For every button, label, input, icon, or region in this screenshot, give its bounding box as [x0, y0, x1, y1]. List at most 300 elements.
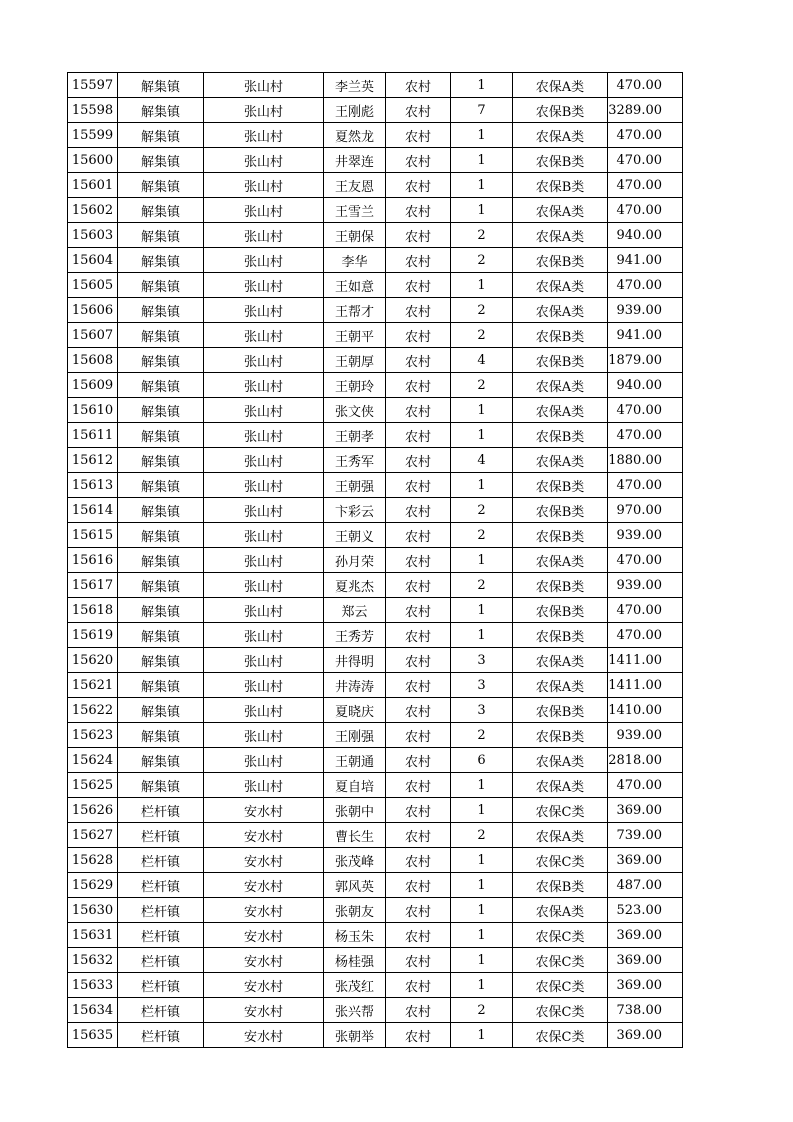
row-id-cell: 15608 — [68, 348, 118, 373]
row-id-cell: 15606 — [68, 298, 118, 323]
category-cell: 农保B类 — [513, 598, 608, 623]
village-cell: 张山村 — [204, 448, 324, 473]
row-id-cell: 15620 — [68, 648, 118, 673]
member-count-cell: 2 — [451, 223, 513, 248]
category-cell: 农保B类 — [513, 573, 608, 598]
town-cell: 解集镇 — [118, 723, 204, 748]
member-count-cell: 3 — [451, 673, 513, 698]
town-cell: 解集镇 — [118, 473, 204, 498]
category-cell: 农保C类 — [513, 923, 608, 948]
town-cell: 栏杆镇 — [118, 898, 204, 923]
name-cell: 王朝保 — [324, 223, 386, 248]
row-id-cell: 15616 — [68, 548, 118, 573]
village-cell: 张山村 — [204, 598, 324, 623]
village-cell: 张山村 — [204, 523, 324, 548]
town-cell: 解集镇 — [118, 448, 204, 473]
member-count-cell: 2 — [451, 373, 513, 398]
town-cell: 栏杆镇 — [118, 998, 204, 1023]
member-count-cell: 1 — [451, 923, 513, 948]
row-id-cell: 15611 — [68, 423, 118, 448]
amount-cell: 1880.00 — [608, 448, 683, 473]
member-count-cell: 2 — [451, 723, 513, 748]
row-id-cell: 15632 — [68, 948, 118, 973]
category-cell: 农保A类 — [513, 398, 608, 423]
category-cell: 农保B类 — [513, 98, 608, 123]
table-body — [68, 73, 683, 1048]
row-id-cell: 15613 — [68, 473, 118, 498]
table-row — [68, 698, 683, 723]
member-count-cell: 1 — [451, 973, 513, 998]
row-id-cell: 15609 — [68, 373, 118, 398]
member-count-cell: 1 — [451, 123, 513, 148]
table-row — [68, 498, 683, 523]
amount-cell: 939.00 — [608, 723, 683, 748]
household-type-cell: 农村 — [386, 398, 451, 423]
amount-cell: 3289.00 — [608, 98, 683, 123]
table-row — [68, 348, 683, 373]
household-type-cell: 农村 — [386, 348, 451, 373]
amount-cell: 2818.00 — [608, 748, 683, 773]
amount-cell: 1411.00 — [608, 648, 683, 673]
town-cell: 解集镇 — [118, 773, 204, 798]
table-row — [68, 198, 683, 223]
town-cell: 解集镇 — [118, 123, 204, 148]
village-cell: 张山村 — [204, 98, 324, 123]
table-row — [68, 973, 683, 998]
household-type-cell: 农村 — [386, 98, 451, 123]
member-count-cell: 1 — [451, 273, 513, 298]
table-row — [68, 98, 683, 123]
category-cell: 农保B类 — [513, 473, 608, 498]
category-cell: 农保B类 — [513, 148, 608, 173]
row-id-cell: 15630 — [68, 898, 118, 923]
town-cell: 解集镇 — [118, 273, 204, 298]
member-count-cell: 2 — [451, 998, 513, 1023]
name-cell: 杨玉朱 — [324, 923, 386, 948]
row-id-cell: 15607 — [68, 323, 118, 348]
row-id-cell: 15600 — [68, 148, 118, 173]
row-id-cell: 15602 — [68, 198, 118, 223]
category-cell: 农保A类 — [513, 273, 608, 298]
village-cell: 张山村 — [204, 573, 324, 598]
row-id-cell: 15624 — [68, 748, 118, 773]
row-id-cell: 15614 — [68, 498, 118, 523]
row-id-cell: 15603 — [68, 223, 118, 248]
table-row — [68, 748, 683, 773]
table-row — [68, 573, 683, 598]
category-cell: 农保A类 — [513, 773, 608, 798]
household-type-cell: 农村 — [386, 498, 451, 523]
member-count-cell: 2 — [451, 523, 513, 548]
row-id-cell: 15631 — [68, 923, 118, 948]
name-cell: 王朝玲 — [324, 373, 386, 398]
name-cell: 杨桂强 — [324, 948, 386, 973]
household-type-cell: 农村 — [386, 823, 451, 848]
town-cell: 栏杆镇 — [118, 948, 204, 973]
household-type-cell: 农村 — [386, 298, 451, 323]
town-cell: 解集镇 — [118, 548, 204, 573]
town-cell: 解集镇 — [118, 498, 204, 523]
data-table — [67, 72, 683, 1048]
household-type-cell: 农村 — [386, 623, 451, 648]
table-row — [68, 548, 683, 573]
household-type-cell: 农村 — [386, 673, 451, 698]
village-cell: 安水村 — [204, 923, 324, 948]
town-cell: 解集镇 — [118, 748, 204, 773]
name-cell: 郭风英 — [324, 873, 386, 898]
category-cell: 农保A类 — [513, 123, 608, 148]
town-cell: 栏杆镇 — [118, 973, 204, 998]
amount-cell: 470.00 — [608, 73, 683, 98]
category-cell: 农保C类 — [513, 798, 608, 823]
village-cell: 张山村 — [204, 623, 324, 648]
member-count-cell: 1 — [451, 398, 513, 423]
name-cell: 王帮才 — [324, 298, 386, 323]
household-type-cell: 农村 — [386, 323, 451, 348]
household-type-cell: 农村 — [386, 898, 451, 923]
name-cell: 李兰英 — [324, 73, 386, 98]
member-count-cell: 2 — [451, 498, 513, 523]
town-cell: 解集镇 — [118, 523, 204, 548]
household-type-cell: 农村 — [386, 1023, 451, 1048]
member-count-cell: 6 — [451, 748, 513, 773]
category-cell: 农保A类 — [513, 298, 608, 323]
town-cell: 解集镇 — [118, 698, 204, 723]
amount-cell: 470.00 — [608, 123, 683, 148]
member-count-cell: 2 — [451, 248, 513, 273]
row-id-cell: 15610 — [68, 398, 118, 423]
amount-cell: 470.00 — [608, 423, 683, 448]
category-cell: 农保B类 — [513, 423, 608, 448]
amount-cell: 470.00 — [608, 473, 683, 498]
town-cell: 解集镇 — [118, 248, 204, 273]
table-row — [68, 823, 683, 848]
town-cell: 栏杆镇 — [118, 848, 204, 873]
name-cell: 曹长生 — [324, 823, 386, 848]
amount-cell: 470.00 — [608, 598, 683, 623]
village-cell: 张山村 — [204, 698, 324, 723]
household-type-cell: 农村 — [386, 548, 451, 573]
member-count-cell: 1 — [451, 73, 513, 98]
name-cell: 张朝举 — [324, 1023, 386, 1048]
amount-cell: 487.00 — [608, 873, 683, 898]
amount-cell: 970.00 — [608, 498, 683, 523]
village-cell: 张山村 — [204, 348, 324, 373]
row-id-cell: 15612 — [68, 448, 118, 473]
town-cell: 栏杆镇 — [118, 798, 204, 823]
row-id-cell: 15619 — [68, 623, 118, 648]
household-type-cell: 农村 — [386, 773, 451, 798]
village-cell: 张山村 — [204, 723, 324, 748]
amount-cell: 940.00 — [608, 223, 683, 248]
amount-cell: 739.00 — [608, 823, 683, 848]
amount-cell: 1410.00 — [608, 698, 683, 723]
amount-cell: 940.00 — [608, 373, 683, 398]
amount-cell: 939.00 — [608, 298, 683, 323]
name-cell: 张朝友 — [324, 898, 386, 923]
table-row — [68, 623, 683, 648]
amount-cell: 369.00 — [608, 1023, 683, 1048]
row-id-cell: 15628 — [68, 848, 118, 873]
household-type-cell: 农村 — [386, 923, 451, 948]
amount-cell: 369.00 — [608, 973, 683, 998]
member-count-cell: 1 — [451, 423, 513, 448]
amount-cell: 470.00 — [608, 548, 683, 573]
category-cell: 农保B类 — [513, 873, 608, 898]
amount-cell: 523.00 — [608, 898, 683, 923]
member-count-cell: 1 — [451, 473, 513, 498]
household-type-cell: 农村 — [386, 173, 451, 198]
category-cell: 农保C类 — [513, 1023, 608, 1048]
amount-cell: 470.00 — [608, 773, 683, 798]
table-row — [68, 773, 683, 798]
name-cell: 李华 — [324, 248, 386, 273]
table-row — [68, 998, 683, 1023]
town-cell: 栏杆镇 — [118, 823, 204, 848]
amount-cell: 369.00 — [608, 798, 683, 823]
category-cell: 农保A类 — [513, 448, 608, 473]
village-cell: 张山村 — [204, 248, 324, 273]
member-count-cell: 1 — [451, 173, 513, 198]
village-cell: 张山村 — [204, 498, 324, 523]
member-count-cell: 1 — [451, 198, 513, 223]
household-type-cell: 农村 — [386, 648, 451, 673]
household-type-cell: 农村 — [386, 123, 451, 148]
row-id-cell: 15635 — [68, 1023, 118, 1048]
category-cell: 农保C类 — [513, 998, 608, 1023]
name-cell: 王刚强 — [324, 723, 386, 748]
member-count-cell: 4 — [451, 348, 513, 373]
name-cell: 王秀军 — [324, 448, 386, 473]
member-count-cell: 2 — [451, 823, 513, 848]
town-cell: 解集镇 — [118, 298, 204, 323]
town-cell: 解集镇 — [118, 148, 204, 173]
amount-cell: 369.00 — [608, 948, 683, 973]
table-row — [68, 448, 683, 473]
village-cell: 张山村 — [204, 423, 324, 448]
household-type-cell: 农村 — [386, 148, 451, 173]
category-cell: 农保B类 — [513, 498, 608, 523]
member-count-cell: 2 — [451, 298, 513, 323]
town-cell: 解集镇 — [118, 398, 204, 423]
town-cell: 解集镇 — [118, 348, 204, 373]
amount-cell: 470.00 — [608, 273, 683, 298]
name-cell: 张茂红 — [324, 973, 386, 998]
member-count-cell: 1 — [451, 148, 513, 173]
amount-cell: 369.00 — [608, 923, 683, 948]
village-cell: 张山村 — [204, 148, 324, 173]
table-row — [68, 1023, 683, 1048]
household-type-cell: 农村 — [386, 223, 451, 248]
town-cell: 解集镇 — [118, 373, 204, 398]
row-id-cell: 15598 — [68, 98, 118, 123]
village-cell: 张山村 — [204, 748, 324, 773]
table-row — [68, 323, 683, 348]
town-cell: 解集镇 — [118, 623, 204, 648]
household-type-cell: 农村 — [386, 723, 451, 748]
name-cell: 王朝平 — [324, 323, 386, 348]
category-cell: 农保C类 — [513, 948, 608, 973]
category-cell: 农保A类 — [513, 198, 608, 223]
member-count-cell: 1 — [451, 848, 513, 873]
town-cell: 解集镇 — [118, 423, 204, 448]
category-cell: 农保A类 — [513, 823, 608, 848]
household-type-cell: 农村 — [386, 948, 451, 973]
row-id-cell: 15604 — [68, 248, 118, 273]
amount-cell: 470.00 — [608, 198, 683, 223]
name-cell: 夏自培 — [324, 773, 386, 798]
row-id-cell: 15623 — [68, 723, 118, 748]
village-cell: 张山村 — [204, 373, 324, 398]
household-type-cell: 农村 — [386, 573, 451, 598]
member-count-cell: 1 — [451, 898, 513, 923]
village-cell: 张山村 — [204, 548, 324, 573]
table-row — [68, 223, 683, 248]
row-id-cell: 15633 — [68, 973, 118, 998]
amount-cell: 470.00 — [608, 173, 683, 198]
category-cell: 农保A类 — [513, 748, 608, 773]
category-cell: 农保C类 — [513, 848, 608, 873]
name-cell: 王如意 — [324, 273, 386, 298]
category-cell: 农保B类 — [513, 698, 608, 723]
row-id-cell: 15622 — [68, 698, 118, 723]
member-count-cell: 4 — [451, 448, 513, 473]
household-type-cell: 农村 — [386, 523, 451, 548]
name-cell: 张文侠 — [324, 398, 386, 423]
member-count-cell: 1 — [451, 1023, 513, 1048]
table-row — [68, 398, 683, 423]
table-row — [68, 798, 683, 823]
name-cell: 井翠连 — [324, 148, 386, 173]
table-row — [68, 848, 683, 873]
town-cell: 解集镇 — [118, 98, 204, 123]
name-cell: 张茂峰 — [324, 848, 386, 873]
name-cell: 王朝厚 — [324, 348, 386, 373]
household-type-cell: 农村 — [386, 848, 451, 873]
amount-cell: 470.00 — [608, 623, 683, 648]
table-row — [68, 598, 683, 623]
village-cell: 张山村 — [204, 123, 324, 148]
household-type-cell: 农村 — [386, 73, 451, 98]
name-cell: 夏然龙 — [324, 123, 386, 148]
name-cell: 王朝通 — [324, 748, 386, 773]
town-cell: 解集镇 — [118, 198, 204, 223]
table-row — [68, 248, 683, 273]
name-cell: 王朝强 — [324, 473, 386, 498]
table-row — [68, 948, 683, 973]
member-count-cell: 7 — [451, 98, 513, 123]
village-cell: 安水村 — [204, 823, 324, 848]
village-cell: 张山村 — [204, 73, 324, 98]
name-cell: 张朝中 — [324, 798, 386, 823]
village-cell: 安水村 — [204, 848, 324, 873]
village-cell: 张山村 — [204, 198, 324, 223]
table-row — [68, 73, 683, 98]
name-cell: 王友恩 — [324, 173, 386, 198]
table-row — [68, 173, 683, 198]
amount-cell: 738.00 — [608, 998, 683, 1023]
household-type-cell: 农村 — [386, 273, 451, 298]
name-cell: 夏兆杰 — [324, 573, 386, 598]
category-cell: 农保C类 — [513, 973, 608, 998]
category-cell: 农保A类 — [513, 373, 608, 398]
name-cell: 张兴帮 — [324, 998, 386, 1023]
category-cell: 农保A类 — [513, 648, 608, 673]
member-count-cell: 3 — [451, 648, 513, 673]
table-row — [68, 898, 683, 923]
village-cell: 安水村 — [204, 948, 324, 973]
name-cell: 王朝孝 — [324, 423, 386, 448]
household-type-cell: 农村 — [386, 698, 451, 723]
row-id-cell: 15601 — [68, 173, 118, 198]
town-cell: 解集镇 — [118, 573, 204, 598]
village-cell: 张山村 — [204, 273, 324, 298]
name-cell: 孙月荣 — [324, 548, 386, 573]
category-cell: 农保A类 — [513, 223, 608, 248]
category-cell: 农保B类 — [513, 723, 608, 748]
member-count-cell: 1 — [451, 873, 513, 898]
member-count-cell: 1 — [451, 548, 513, 573]
town-cell: 解集镇 — [118, 673, 204, 698]
category-cell: 农保A类 — [513, 73, 608, 98]
town-cell: 栏杆镇 — [118, 1023, 204, 1048]
category-cell: 农保B类 — [513, 623, 608, 648]
village-cell: 安水村 — [204, 873, 324, 898]
household-type-cell: 农村 — [386, 448, 451, 473]
table-row — [68, 373, 683, 398]
household-type-cell: 农村 — [386, 248, 451, 273]
village-cell: 张山村 — [204, 673, 324, 698]
household-type-cell: 农村 — [386, 798, 451, 823]
row-id-cell: 15625 — [68, 773, 118, 798]
table-row — [68, 873, 683, 898]
category-cell: 农保B类 — [513, 248, 608, 273]
name-cell: 夏晓庆 — [324, 698, 386, 723]
household-type-cell: 农村 — [386, 198, 451, 223]
member-count-cell: 1 — [451, 948, 513, 973]
row-id-cell: 15597 — [68, 73, 118, 98]
household-type-cell: 农村 — [386, 423, 451, 448]
category-cell: 农保B类 — [513, 348, 608, 373]
name-cell: 王秀芳 — [324, 623, 386, 648]
row-id-cell: 15618 — [68, 598, 118, 623]
table-row — [68, 923, 683, 948]
name-cell: 王雪兰 — [324, 198, 386, 223]
village-cell: 张山村 — [204, 298, 324, 323]
town-cell: 解集镇 — [118, 648, 204, 673]
member-count-cell: 3 — [451, 698, 513, 723]
town-cell: 栏杆镇 — [118, 923, 204, 948]
table-row — [68, 423, 683, 448]
row-id-cell: 15617 — [68, 573, 118, 598]
town-cell: 解集镇 — [118, 223, 204, 248]
member-count-cell: 1 — [451, 598, 513, 623]
name-cell: 卞彩云 — [324, 498, 386, 523]
amount-cell: 939.00 — [608, 523, 683, 548]
village-cell: 张山村 — [204, 223, 324, 248]
table-row — [68, 298, 683, 323]
row-id-cell: 15621 — [68, 673, 118, 698]
town-cell: 解集镇 — [118, 73, 204, 98]
member-count-cell: 1 — [451, 773, 513, 798]
amount-cell: 470.00 — [608, 398, 683, 423]
name-cell: 王刚彪 — [324, 98, 386, 123]
table-row — [68, 123, 683, 148]
table-row — [68, 723, 683, 748]
amount-cell: 941.00 — [608, 248, 683, 273]
amount-cell: 1411.00 — [608, 673, 683, 698]
town-cell: 解集镇 — [118, 323, 204, 348]
